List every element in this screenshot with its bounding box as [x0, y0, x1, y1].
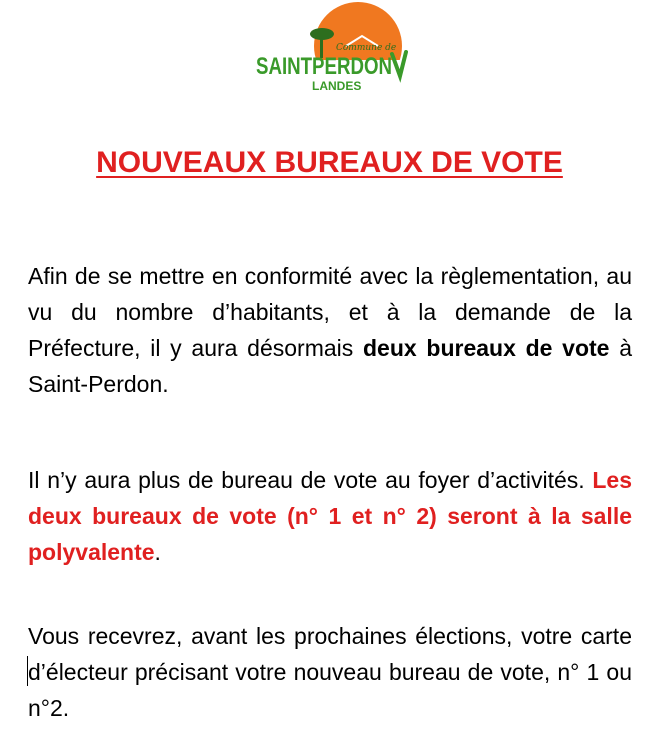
paragraph-location-text: Il n’y aura plus de bureau de vote au foyer d’activités.: [28, 467, 593, 493]
paragraph-conformity-text: Afin de se mettre en conformité avec la règlementation, au vu du nombre d’habitants, et à la demande de la Préfecture, il y aura désormais: [28, 263, 632, 361]
paragraph-location: [28, 462, 632, 570]
logo-region-text: LANDES: [312, 79, 362, 93]
paragraph-location-highlight: Les deux bureaux de vote (n° 1 et n° 2) seront à la salle polyvalente: [28, 467, 632, 565]
paragraph-conformity: [28, 258, 632, 402]
paragraph-location-end: .: [154, 539, 161, 565]
saint-perdon-logo: [250, 2, 410, 94]
page-title: NOUVEAUX BUREAUX DE VOTE: [96, 146, 563, 179]
logo-graphic: [250, 2, 410, 94]
paragraph-conformity-end: à Saint-Perdon.: [28, 335, 633, 397]
paragraph-conformity-bold: deux bureaux de vote: [363, 335, 610, 361]
logo-tree-crown: [310, 28, 334, 40]
text-cursor: [27, 656, 28, 686]
logo-main-text: SAINTPERDON: [256, 53, 392, 80]
paragraph-voter-card: Vous recevrez, avant les prochaines élections, votre carte d’électeur précisant votre nouveau bureau de vote, n° 1 ou n°2.: [28, 623, 632, 721]
logo-commune-text: Commune de: [336, 43, 397, 53]
